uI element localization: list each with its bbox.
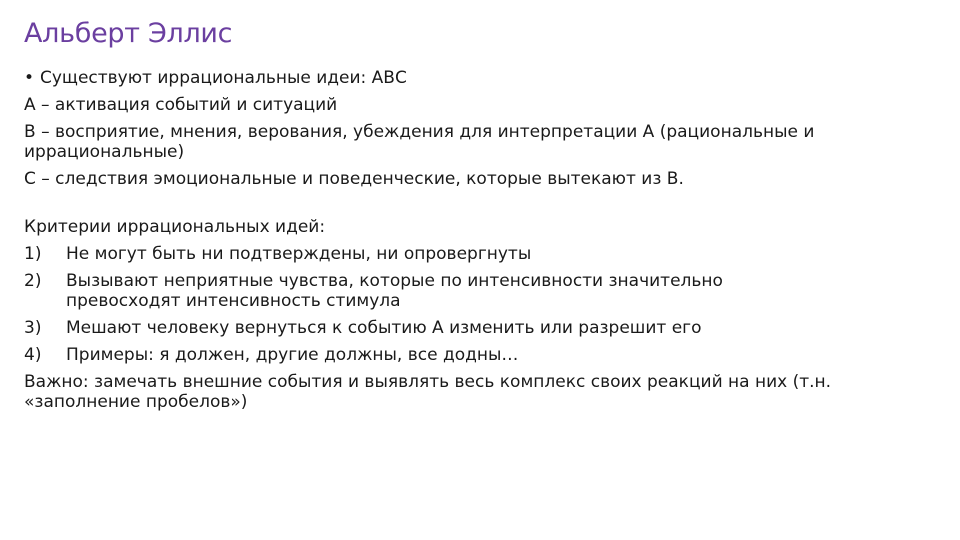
criteria-item bbox=[24, 244, 924, 264]
slide-title: Альберт Эллис bbox=[24, 18, 233, 49]
bullet-text: Существуют иррациональные идеи: АВС bbox=[40, 68, 407, 88]
criteria-text: Мешают человеку вернуться к событию А изменить или разрешит его bbox=[66, 318, 702, 338]
criteria-item bbox=[24, 345, 924, 365]
line-a: А – активация событий и ситуаций bbox=[24, 95, 338, 115]
important-note: Важно: замечать внешние события и выявлять весь комплекс своих реакций на них (т.н. «заполнение пробелов») bbox=[24, 372, 832, 412]
criteria-heading: Критерии иррациональных идей: bbox=[24, 217, 326, 237]
bullet-icon: • bbox=[24, 68, 35, 88]
criteria-number: 1) bbox=[24, 244, 42, 264]
criteria-number: 3) bbox=[24, 318, 42, 338]
line-c: С – следствия эмоциональные и поведенческие, которые вытекают из В. bbox=[24, 169, 684, 189]
criteria-number: 2) bbox=[24, 271, 42, 291]
criteria-item bbox=[24, 271, 924, 311]
line-b: В – восприятие, мнения, верования, убеждения для интерпретации А (рациональные и иррациональные) bbox=[24, 122, 815, 162]
criteria-item bbox=[24, 318, 924, 338]
bullet-line bbox=[24, 68, 924, 88]
slide-content bbox=[24, 68, 924, 412]
criteria-number: 4) bbox=[24, 345, 42, 365]
criteria-text: Примеры: я должен, другие должны, все додны… bbox=[66, 345, 519, 365]
criteria-text: Не могут быть ни подтверждены, ни опровергнуты bbox=[66, 244, 532, 264]
criteria-text: Вызывают неприятные чувства, которые по интенсивности значительно превосходят интенсивность стимула bbox=[66, 271, 723, 311]
